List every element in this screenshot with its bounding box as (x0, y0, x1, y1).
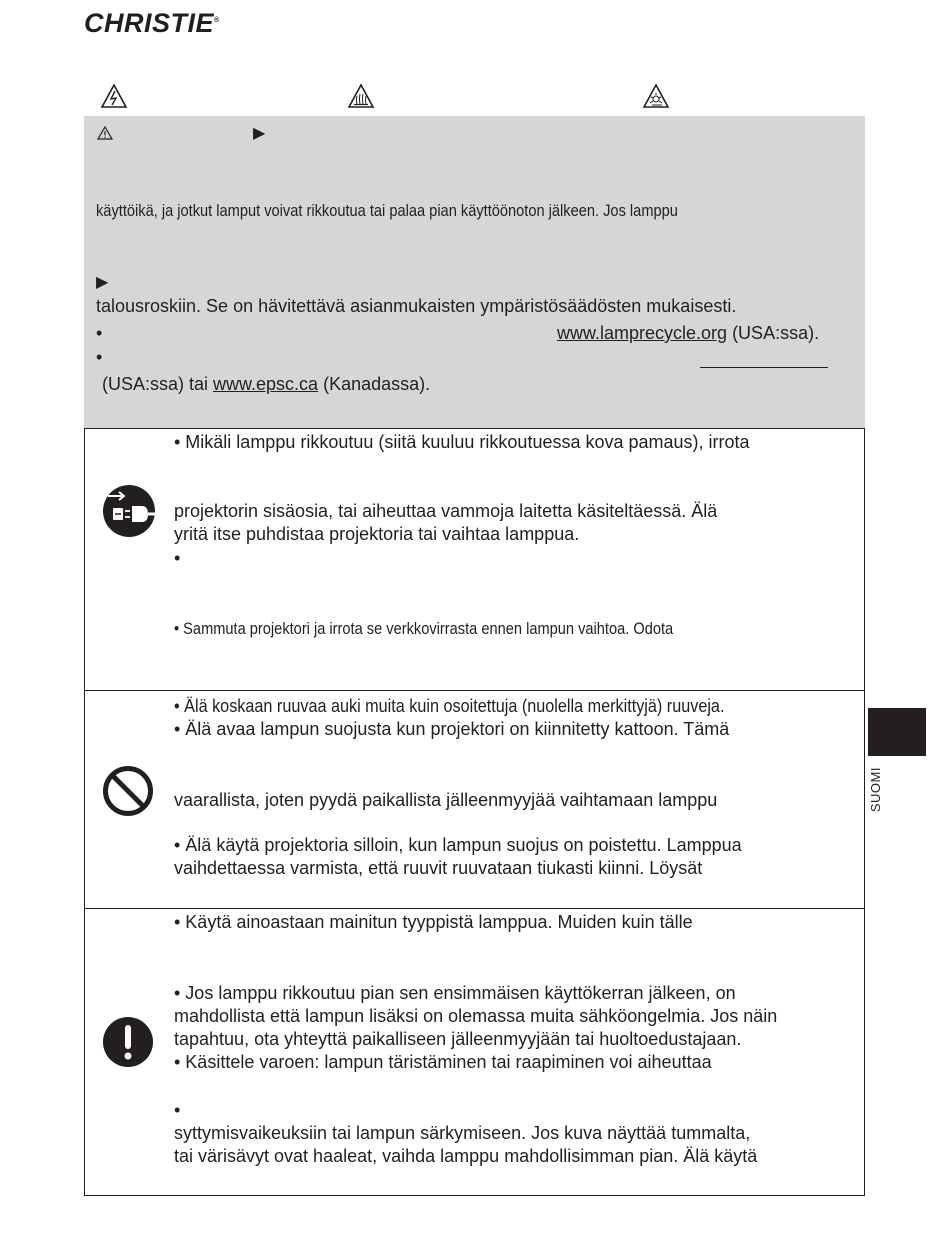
exclamation-icon (102, 1016, 154, 1068)
usa-suffix: (USA:ssa). (727, 323, 820, 343)
explosion-warning-icon (642, 83, 670, 109)
bullet: • (174, 1100, 181, 1120)
lamprecycle-link[interactable]: www.lamprecycle.org (557, 323, 728, 343)
section1-line1: • Mikäli lamppu rikkoutuu (siitä kuuluu rikkoutuessa kova pamaus), irrota (174, 432, 750, 452)
section2-line1: • Älä koskaan ruuvaa auki muita kuin osoitettuja (nuolella merkittyjä) ruuveja. (174, 696, 725, 716)
divider (85, 690, 864, 691)
section3-line5: • Käsittele varoen: lampun täristäminen tai raapiminen voi aiheuttaa (174, 1052, 712, 1072)
epsc-line (102, 374, 430, 395)
prohibited-icon (102, 765, 154, 817)
section1-line4: • Sammuta projektori ja irrota se verkkovirrasta ennen lampun vaihtoa. Odota (174, 619, 674, 638)
arrow-marker: ▶ (96, 274, 109, 291)
language-label: SUOMI (868, 767, 883, 813)
link-underline (700, 367, 828, 368)
epsc-link[interactable]: www.epsc.ca (213, 374, 319, 394)
section3-line2: • Jos lamppu rikkoutuu pian sen ensimmäisen käyttökerran jälkeen, on (174, 983, 736, 1003)
arrow-marker: ▶ (253, 125, 266, 142)
warning-triangle-icon (97, 126, 113, 140)
section3-line7: tai värisävyt ovat haaleat, vaihda lamppu mahdollisimman pian. Älä käytä (174, 1146, 758, 1166)
section1-line3: yritä itse puhdistaa projektoria tai vaihtaa lamppua. (174, 524, 580, 544)
unplug-icon (102, 484, 156, 538)
section3-line3: mahdollista että lampun lisäksi on olemassa muita sähköongelmia. Jos näin (174, 1006, 778, 1026)
registered-mark: ® (214, 17, 220, 24)
section2-line4: • Älä käytä projektoria silloin, kun lampun suojus on poistettu. Lamppua (174, 835, 742, 855)
electric-shock-warning-icon (100, 83, 128, 109)
lamp-warning-box (84, 116, 865, 429)
brand-name: CHRISTIE (84, 8, 215, 38)
section3-line1: • Käytä ainoastaan mainitun tyyppistä lamppua. Muiden kuin tälle (174, 912, 693, 932)
section2-line5: vaihdettaessa varmista, että ruuvit ruuvataan tiukasti kiinni. Löysät (174, 858, 703, 878)
bullet: • (96, 323, 103, 343)
divider (85, 908, 864, 909)
section3-line6: syttymisvaikeuksiin tai lampun särkymiseen. Jos kuva näyttää tummalta, (174, 1123, 751, 1143)
language-tab (868, 708, 926, 756)
bullet: • (174, 548, 181, 568)
warning-lifetime-text: käyttöikä, ja jotkut lamput voivat rikkoutua tai palaa pian käyttöönoton jälkeen. Jos lamppu (96, 201, 678, 220)
section2-line2: • Älä avaa lampun suojusta kun projektori on kiinnitetty kattoon. Tämä (174, 719, 730, 739)
usa-prefix: (USA:ssa) tai (102, 374, 214, 394)
christie-logo (84, 8, 220, 39)
safety-table (84, 428, 865, 1196)
hot-surface-warning-icon (347, 83, 375, 109)
section2-line3: vaarallista, joten pyydä paikallista jälleenmyyjää vaihtamaan lamppu (174, 790, 718, 810)
lamprecycle-line (557, 323, 819, 344)
section1-line2: projektorin sisäosia, tai aiheuttaa vammoja laitetta käsiteltäessä. Älä (174, 501, 718, 521)
divider (85, 428, 864, 429)
canada-suffix: (Kanadassa). (318, 374, 431, 394)
bullet: • (96, 347, 103, 367)
section3-line4: tapahtuu, ota yhteyttä paikalliseen jälleenmyyjään tai huoltoedustajaan. (174, 1029, 742, 1049)
disposal-text: talousroskiin. Se on hävitettävä asianmukaisten ympäristösäädösten mukaisesti. (96, 296, 737, 316)
